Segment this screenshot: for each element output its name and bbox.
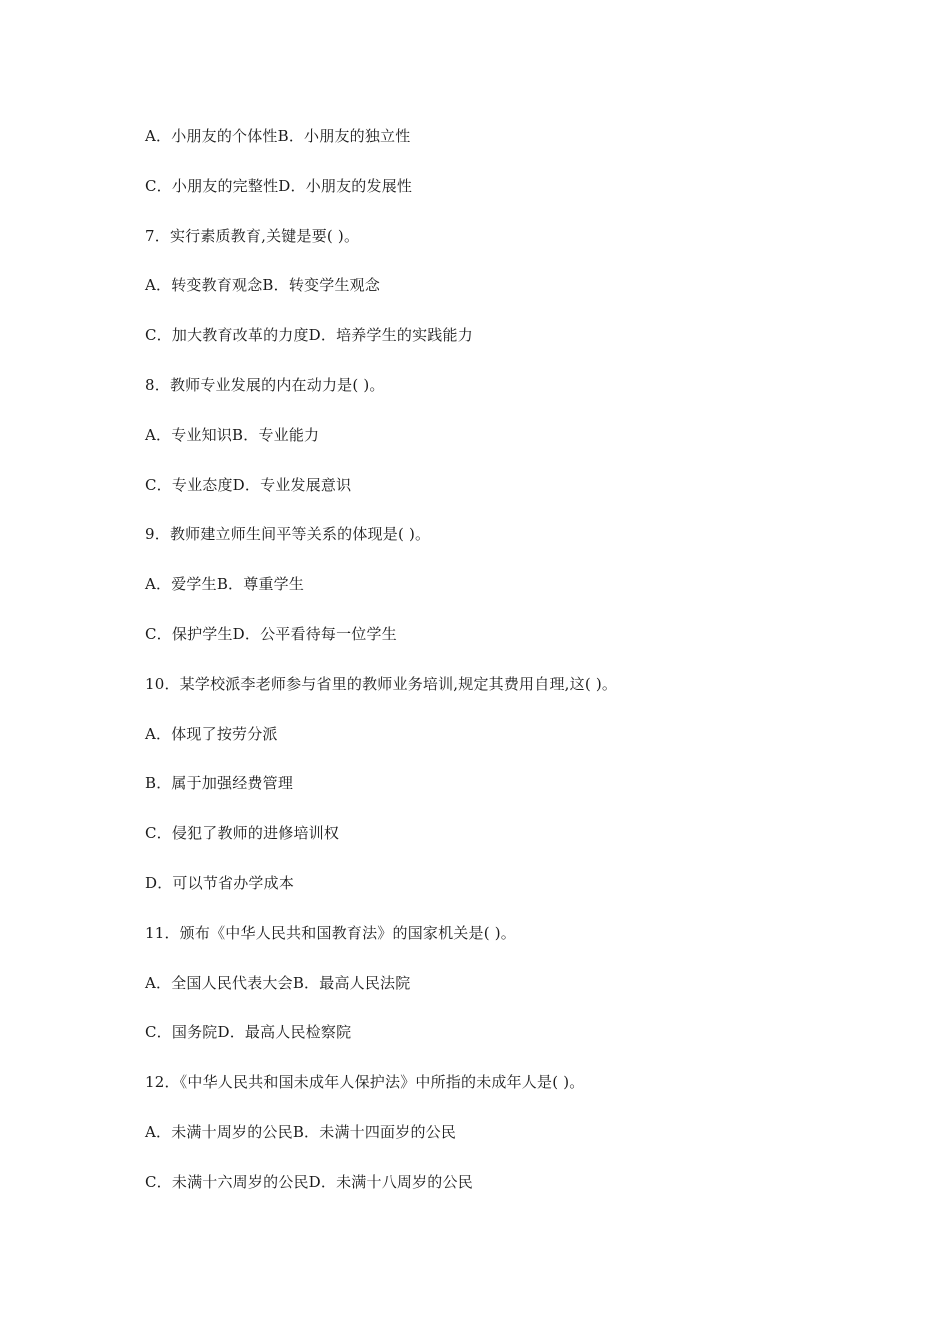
option-b-q10: B．属于加强经费管理 <box>145 774 294 793</box>
option-line-c-q6: C．小朋友的完整性D．小朋友的发展性 <box>145 176 413 195</box>
option-c-q10: C．侵犯了教师的进修培训权 <box>145 824 340 843</box>
option-a-q10: A．体现了按劳分派 <box>145 724 278 743</box>
question-9: 9．教师建立师生间平等关系的体现是( )。 <box>145 525 431 544</box>
option-line-a-q9: A．爱学生B．尊重学生 <box>145 575 305 594</box>
option-line-a-q6: A．小朋友的个体性B．小朋友的独立性 <box>145 127 411 145</box>
option-line-c-q9: C．保护学生D．公平看待每一位学生 <box>145 624 397 643</box>
option-line-c-q7: C．加大教育改革的力度D．培养学生的实践能力 <box>145 326 473 345</box>
question-12: 12．《中华人民共和国未成年人保护法》中所指的未成年人是( )。 <box>145 1073 585 1092</box>
option-line-c-q11: C．国务院D．最高人民检察院 <box>145 1023 352 1042</box>
option-line-c-q12: C．未满十六周岁的公民D．未满十八周岁的公民 <box>145 1172 473 1191</box>
option-line-a-q12: A．未满十周岁的公民B．未满十四面岁的公民 <box>145 1122 457 1141</box>
option-line-a-q11: A．全国人民代表大会B．最高人民法院 <box>145 973 411 992</box>
option-line-c-q8: C．专业态度D．专业发展意识 <box>145 475 352 494</box>
option-line-a-q8: A．专业知识B．专业能力 <box>145 425 320 444</box>
question-8: 8．教师专业发展的内在动力是( )。 <box>145 375 385 394</box>
option-line-a-q7: A．转变教育观念B．转变学生观念 <box>145 276 381 295</box>
option-d-q10: D．可以节省办学成本 <box>145 873 295 892</box>
document-body <box>145 124 905 1220</box>
question-10: 10．某学校派李老师参与省里的教师业务培训,规定其费用自理,这( )。 <box>145 674 618 693</box>
question-11: 11．颁布《中华人民共和国教育法》的国家机关是( )。 <box>145 923 516 942</box>
question-7: 7．实行素质教育,关键是要( )。 <box>145 226 360 245</box>
